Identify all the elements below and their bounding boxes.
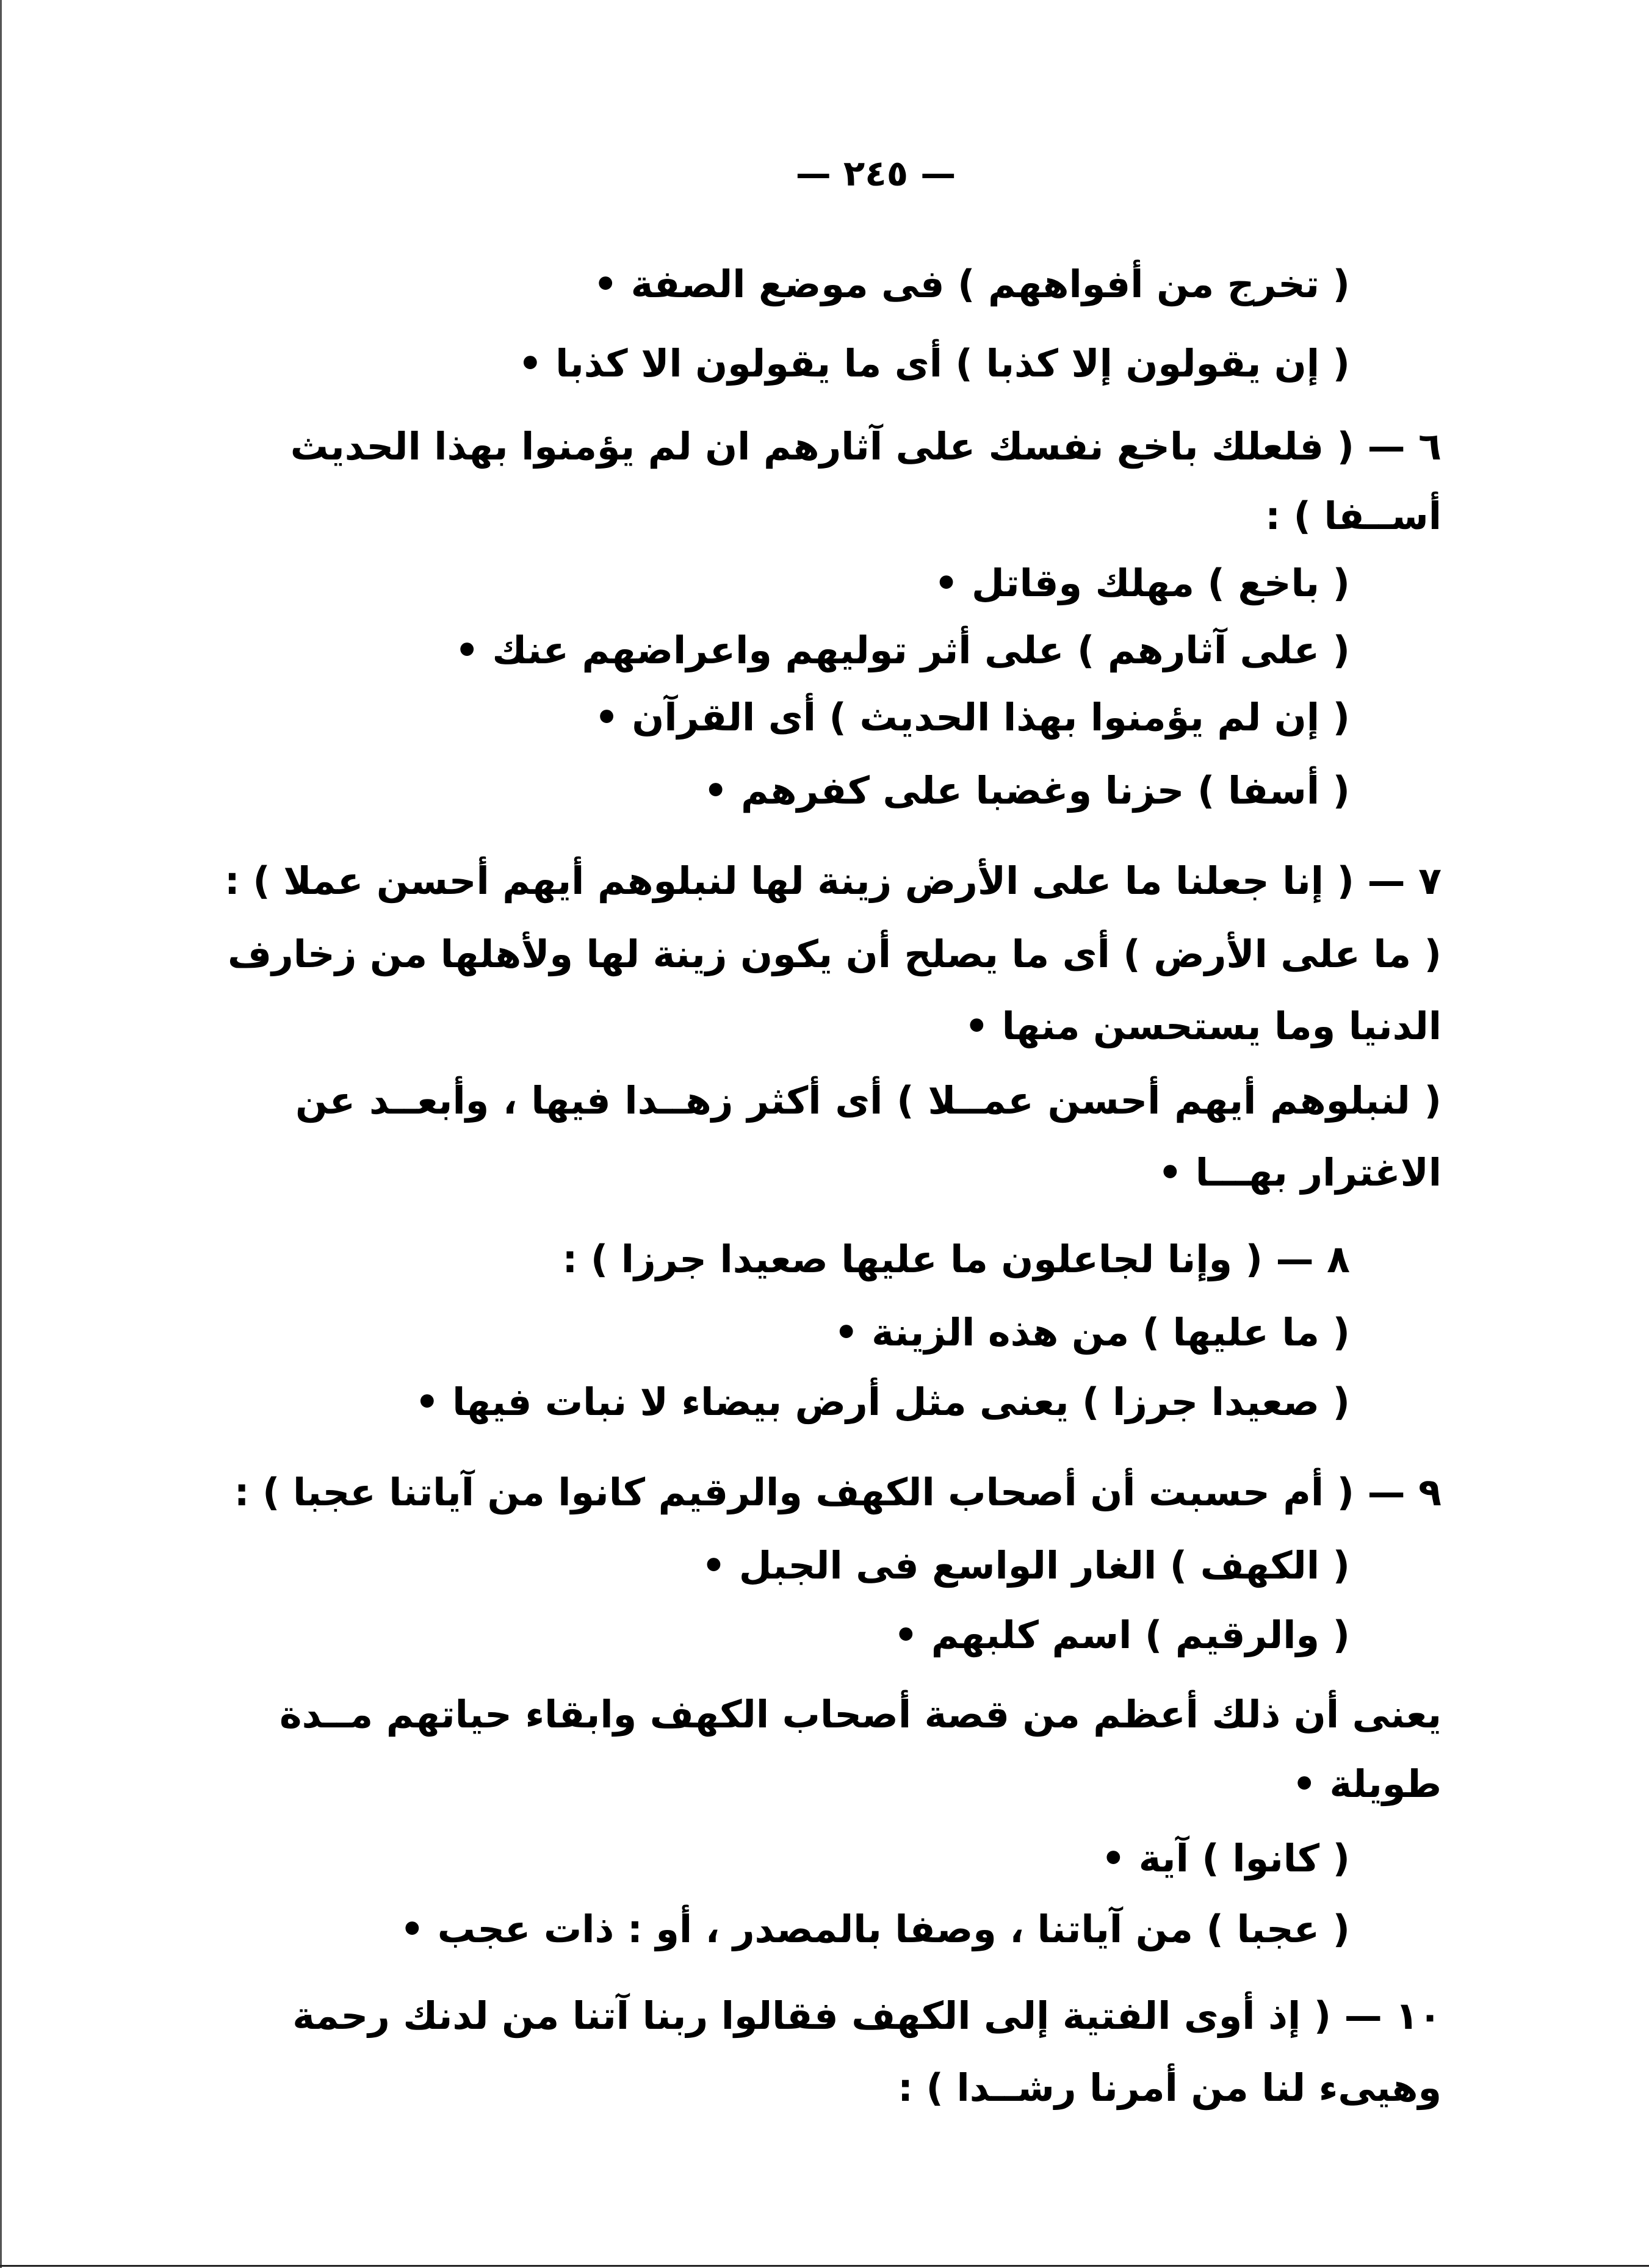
text-line: ( على آثارهم ) على أثر توليهم واعراضهم عنك •: [455, 628, 1350, 672]
text-line: الاغترار بهـــا •: [1158, 1150, 1442, 1195]
text-line: ٩ — ( أم حسبت أن أصحاب الكهف والرقيم كانوا من آياتنا عجبا ) :: [234, 1470, 1442, 1514]
text-line: أســفا ) :: [1265, 494, 1442, 538]
text-line: طويلة •: [1292, 1762, 1442, 1806]
text-line: يعنى أن ذلك أعظم من قصة أصحاب الكهف وابقاء حياتهم مــدة: [280, 1692, 1442, 1737]
text-line: ( ما عليها ) من هذه الزينة •: [834, 1310, 1350, 1355]
text-line: ٦ — ( فلعلك باخع نفسك على آثارهم ان لم يؤمنوا بهذا الحديث: [290, 424, 1442, 469]
text-line: ( تخرج من أفواههم ) فى موضع الصفة •: [593, 262, 1350, 306]
text-line: ( أسفا ) حزنا وغضبا على كفرهم •: [703, 768, 1350, 813]
text-line: ( إن لم يؤمنوا بهذا الحديث ) أى القرآن •: [594, 695, 1350, 740]
text-line: ( لنبلوهم أيهم أحسن عمــلا ) أى أكثر زهــدا فيها ، وأبعــد عن: [295, 1078, 1442, 1123]
text-line: الدنيا وما يستحسن منها •: [964, 1004, 1442, 1048]
text-line: ( صعيدا جرزا ) يعنى مثل أرض بيضاء لا نبات فيها •: [414, 1380, 1350, 1424]
text-line: ( الكهف ) الغار الواسع فى الجبل •: [701, 1543, 1350, 1588]
text-line: ( والرقيم ) اسم كلبهم •: [893, 1613, 1350, 1657]
text-line: ٨ — ( وإنا لجاعلون ما عليها صعيدا جرزا ) :: [562, 1237, 1350, 1281]
text-line: وهيىء لنا من أمرنا رشــدا ) :: [898, 2065, 1442, 2110]
text-line: ( إن يقولون إلا كذبا ) أى ما يقولون الا كذبا •: [518, 341, 1350, 386]
page-edge-bottom: [0, 2265, 1649, 2267]
text-line: ( باخع ) مهلك وقاتل •: [934, 561, 1350, 605]
text-line: ( كانوا ) آية •: [1101, 1836, 1350, 1881]
text-line: ١٠ — ( إذ أوى الفتية إلى الكهف فقالوا ربنا آتنا من لدنك رحمة: [292, 1993, 1442, 2038]
text-line: ٧ — ( إنا جعلنا ما على الأرض زينة لها لنبلوهم أيهم أحسن عملا ) :: [225, 859, 1442, 903]
text-line: ( عجبا ) من آياتنا ، وصفا بالمصدر ، أو : ذات عجب •: [400, 1907, 1350, 1951]
text-line: ( ما على الأرض ) أى ما يصلح أن يكون زينة لها ولأهلها من زخارف: [228, 932, 1442, 976]
page-edge-left: [0, 0, 2, 2268]
page-number: — ٢٤٥ —: [795, 153, 956, 194]
